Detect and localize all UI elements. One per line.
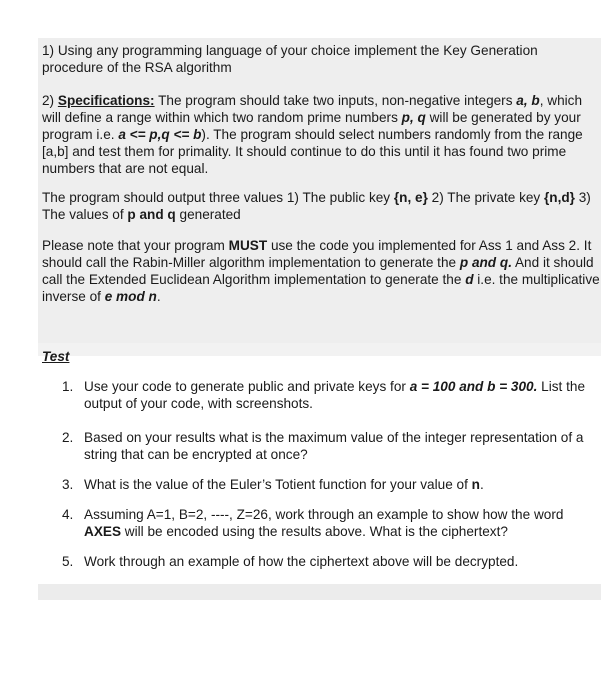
question-list	[42, 378, 602, 570]
spec-paragraph: 2) Specifications: The program should take two inputs, non-negative integers a, b, which will define a range within which two random prime numbers p, q will be generated by your program i.e. a <= p,q <= b). The program should select numbers randomly from the range [a,b] and test them for primality. It should continue to do this until it has found two prime numbers that are not equal.	[42, 93, 583, 176]
list-item: 5. Work through an example of how the ciphertext above will be decrypted.	[62, 554, 519, 569]
output-paragraph: The program should output three values 1) The public key {n, e} 2) The private key {n,d} 3) The values of p and q generated	[42, 190, 591, 222]
panel-divider	[38, 343, 601, 356]
note-paragraph: Please note that your program MUST use the code you implemented for Ass 1 and Ass 2. It should call the Rabin-Miller algorithm implementation to generate the p and q. And it should call the Extended Euclidean Algorithm implementation to generate the d i.e. the multiplicative inverse of e mod n.	[42, 238, 600, 304]
panel-footer-bar	[38, 584, 601, 600]
test-heading: Test	[42, 349, 70, 364]
list-item: 1. Use your code to generate public and private keys for a = 100 and b = 300. List the output of your code, with screenshots.	[62, 379, 586, 411]
list-item: 4. Assuming A=1, B=2, ----, Z=26, work through an example to show how the word AXES will be encoded using the results above. What is the ciphertext?	[62, 507, 564, 539]
intro-paragraph: 1) Using any programming language of your choice implement the Key Generation procedure of the RSA algorithm	[42, 43, 538, 75]
spec-label: Specifications:	[57, 93, 155, 108]
list-item: 3. What is the value of the Euler’s Totient function for your value of n.	[62, 477, 484, 492]
list-item: 2. Based on your results what is the maximum value of the integer representation of a string that can be encrypted at once?	[62, 430, 584, 462]
